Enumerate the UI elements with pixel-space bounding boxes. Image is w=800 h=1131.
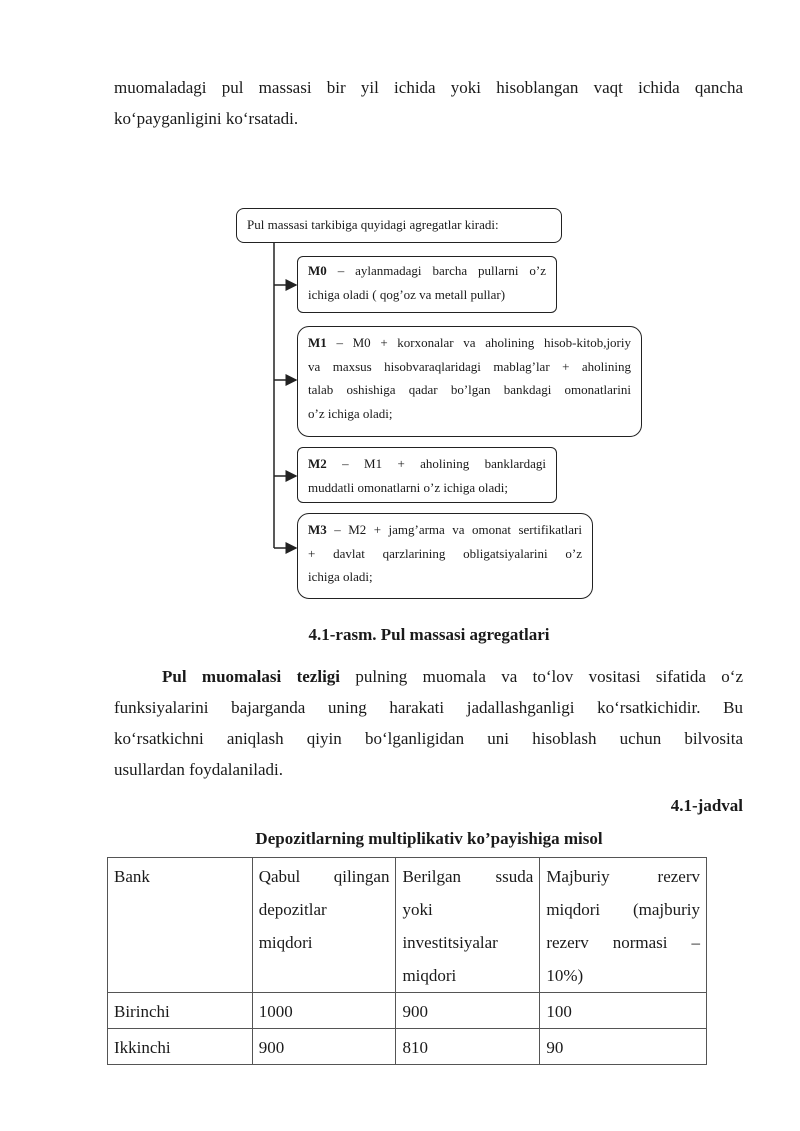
- m0-label: M0: [308, 263, 327, 278]
- diagram-box-m3: [297, 513, 593, 599]
- table-cell: Ikkinchi: [108, 1029, 253, 1065]
- intro-line: muomaladagi pul massasi bir yil ichida yoki hisoblangan vaqt ichida qancha: [114, 78, 743, 97]
- header-cell-deposits: Qabul qilingan depozitlar miqdori: [252, 858, 396, 993]
- table-title: Depozitlarning multiplikativ ko’payishiga misol: [255, 829, 603, 848]
- term-bold: Pul muomalasi tezligi: [162, 667, 341, 686]
- table-number: 4.1-jadval: [670, 796, 743, 815]
- table-cell: 100: [540, 993, 707, 1029]
- table-row: [108, 1029, 707, 1065]
- diagram-box-m2: [297, 447, 557, 503]
- paragraph-line: ko‘rsatkichni aniqlash qiyin bo‘lganligidan uni hisoblash uchun bilvosita: [114, 729, 743, 748]
- table-row: [108, 993, 707, 1029]
- diagram-root-text: Pul massasi tarkibiga quyidagi agregatlar kiradi:: [247, 217, 499, 232]
- m0-text: ichiga oladi ( qog’oz va metall pullar): [308, 286, 506, 302]
- table-cell: 900: [252, 1029, 396, 1065]
- m1-text: va maxsus hisobvaraqlaridagi mablag’lar + aholining: [308, 358, 631, 374]
- diagram-box-m0: [297, 256, 557, 313]
- m3-label: M3: [308, 522, 327, 537]
- table-cell: 900: [396, 993, 540, 1029]
- diagram-box-m1: [297, 326, 642, 437]
- figure-caption: 4.1-rasm. Pul massasi agregatlari: [308, 625, 550, 644]
- m1-label: M1: [308, 335, 327, 350]
- header-cell-loans: Berilgan ssuda yoki investitsiyalar miqdori: [396, 858, 540, 993]
- table-header-row: [108, 858, 707, 993]
- table-cell: 90: [540, 1029, 707, 1065]
- diagram-root-box: [236, 208, 562, 243]
- paragraph-line: usullardan foydalaniladi.: [114, 760, 284, 779]
- m0-text: – aylanmadagi barcha pullarni o’z: [326, 263, 546, 278]
- m3-text: ichiga oladi;: [308, 569, 373, 584]
- intro-paragraph: [114, 72, 743, 134]
- m1-text: – M0 + korxonalar va aholining hisob-kitob,joriy: [326, 335, 631, 350]
- table-cell: 1000: [252, 993, 396, 1029]
- table-cell: Birinchi: [108, 993, 253, 1029]
- data-table: [107, 857, 707, 1065]
- intro-line: ko‘payganligini ko‘rsatadi.: [114, 109, 299, 128]
- paragraph-line: pulning muomala va to‘lov vositasi sifatida o‘z: [340, 667, 743, 686]
- m2-label: M2: [308, 456, 327, 471]
- m3-text: – M2 + jamg’arma va omonat sertifikatlari: [326, 522, 582, 537]
- m3-text: + davlat qarzlarining obligatsiyalarini o’z: [308, 545, 582, 561]
- table-cell: 810: [396, 1029, 540, 1065]
- header-cell-reserve: Majburiy rezerv miqdori (majburiy rezerv normasi – 10%): [540, 858, 707, 993]
- m1-text: talab oshishiga qadar bo’lgan bankdagi omonatlarini: [308, 382, 631, 397]
- body-paragraph: [114, 661, 743, 785]
- header-cell-bank: Bank: [108, 858, 253, 993]
- paragraph-line: funksiyalarini bajarganda uning harakati jadallashganligi ko‘rsatkichidir. Bu: [114, 698, 743, 717]
- m2-text: – M1 + aholining banklardagi: [326, 456, 546, 471]
- m1-text: o’z ichiga oladi;: [308, 405, 393, 421]
- m2-text: muddatli omonatlarni o’z ichiga oladi;: [308, 479, 509, 495]
